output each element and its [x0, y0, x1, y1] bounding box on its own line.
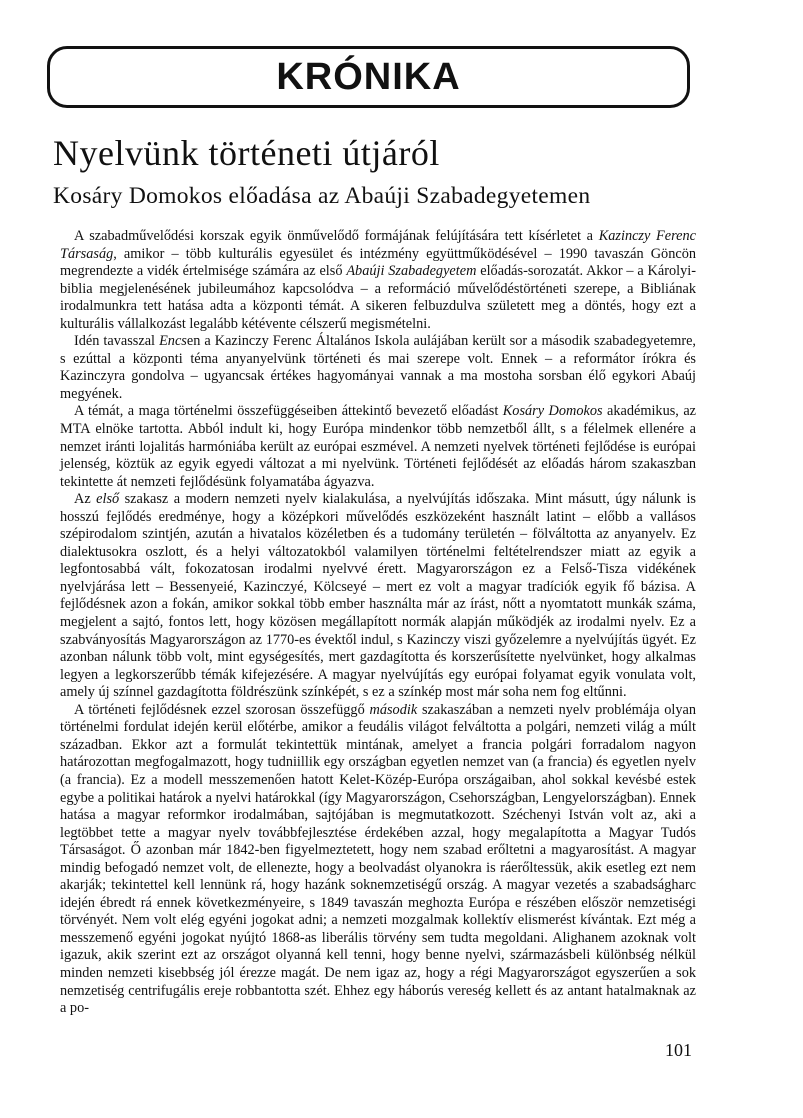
italic-text: Kosáry Domokos — [502, 403, 603, 420]
text-run: A szabadművelődési korszak egyik önművelődő formájának felújítására tett kísérletet a — [74, 228, 599, 244]
section-title: KRÓNIKA — [276, 55, 461, 98]
text-run: en a Kazinczy Ferenc Általános Iskola aulájában került sor a második szabadegyetemre, s ezúttal a központi téma anyanyelvünk történeti és mai szerepe volt. Ennek – a reformátor írókra és Kazinczyra gondolva – ugyancsak értékes hagyományai vannak a ma mostoha sorsban élő egykori Abaúj megyének. — [60, 333, 696, 402]
article-subtitle: Kosáry Domokos előadása az Abaúji Szabadegyetemen — [53, 183, 591, 209]
text-run: szakaszában a nemzeti nyelv problémája olyan történelmi fordulat idején kerül előtérbe, amikor a feudális világot felváltotta a polgári, nemzeti világ a múlt században. Ekkor azt a formulát tekintettük mintának, amelyet a francia polgári forradalom nagyon határozottan megfogalmazott, hogy tudniillik egy országban egyetlen nemzet van (a francia) és egyetlen nyelv (a francia). Ez a modell messzemenően hatott Kelet-Közép-Európa országaiban, ahol sokkal kevésbé estek egybe a politikai határok a nyelvi határokkal (így Magyarországon, Csehországban, Lengyelországban). Ennek hatása a magyar reformkor irodalmában, sajtójában is megmutatkozott. Széchenyi István volt az, aki a legtöbbet tette a magyar nyelv továbbfejlesztése érdekében azzal, hogy megalapította a Magyar Tudós Társaságot. Ő azonban már 1842-ben figyelmeztetett, hogy nem szabad erőltetni a magyarosítást. A magyar mindig befogadó nemzet volt, de ellenezte, hogy a beolvadást olyanokra is ráerőltessük, akik esetleg ezt nem akarják; tekintettel kell lennünk rá, hogy hazánk soknemzetiségű ország. A magyar vezetés a szabadságharc idején ébredt rá ennek következményeire, s 1849 tavaszán meghozta Európa e részében először nemzetiségi törvényét. Nem volt elég egyéni jogokat adni; a nemzeti mozgalmak kollektív elismerést kívántak. Ezt még a messzemenő egyéni jogokat nyújtó 1868-as liberális törvény sem tudta megoldani. Alighanem azoknak volt igazuk, akik szerint ezt az országot olyanná kell tenni, hogy benne nyelvi, származásbeli különbség nélkül minden nemzeti kisebbség jól érezze magát. De nem igaz az, hogy a régi Magyarországot egyszerűen a sok nemzetiség centrifugális ereje robbantotta szét. Ehhez egy háborús vereség kellett és az antant hatalmaknak az a po- — [60, 701, 696, 1017]
article-body — [60, 228, 696, 1018]
text-run: előadás-sorozatát. Akkor – a Károlyi-biblia megjelenésének jubileumához kapcsolódva – a reformáció művelődéstörténeti szerepe, a Bibliának irodalmunkra tett hatása adta a központi témát. A sikeren felbuzdulva született meg a döntés, hogy ezt a kulturális vállalkozást legalább kétévente célszerű megismételni. — [60, 263, 696, 332]
text-run: Idén tavasszal — [74, 333, 160, 350]
article-paragraph — [60, 491, 696, 702]
text-run: szakasz a modern nemzeti nyelv kialakulása, a nyelvújítás időszaka. Mint másutt, úgy nálunk is hosszú fejlődés eredménye, hogy a középkori művelődés eszközeként használt latint – előbb a vallásos szépirodalom szintjén, azután a hivatalos közéletben és a tudomány területén – fölváltotta az anyanyelv. Ez dialektusokra oszlott, és a helyi változatokból valamilyen történelmi feltételrendszer miatt az egyik a legfontosabbá vált, fokozatosan irodalmi nyelvvé érett. Magyarországon ez a Felső-Tisza vidékének nyelvjárása lett – Bessenyeié, Kazinczyé, Kölcseyé – mert ez volt a magyar tradíciók egyik fő bázisa. A fejlődésnek azon a fokán, amikor sokkal több ember használta már az írást, nőtt a nyomtatott munkák száma, megjelent a sajtó, fontos lett, hogy közösen megállapított normák alapján működjék az irodalmi nyelv. Ez a szabványosítás Magyarországon az 1770-es évektől indul, s Kazinczy viszi győzelemre a nyelvújítás ügyét. Ez azonban nálunk több volt, mint egységesítés, mert gazdagította és korszerűsítette nyelvünket, hogy alkalmas legyen a legkorszerűbb témák kifejezésére. A magyar nyelvújítás egy európai folyamat egyik vonulata volt, amely új színnel gazdagította földrészünk színképét, s ez a színkép most már soha nem fog eltűnni. — [60, 491, 697, 701]
italic-text: Encs — [159, 333, 187, 350]
text-run: A témát, a maga történelmi összefüggéseiben áttekintő bevezető előadást — [74, 403, 503, 420]
article-title: Nyelvünk történeti útjáról — [53, 133, 440, 173]
italic-text: első — [96, 491, 120, 508]
italic-text: Kazinczy Ferenc Társaság — [60, 228, 696, 262]
text-run: akadémikus, az MTA elnöke tartotta. Abból indult ki, hogy Európa mindenkor több nemzetből állt, s a félelmek ellenére a nemzet iránti lojalitás harmóniába került az európai eszmével. A nemzeti nyelvek történeti fejlődése is európai jelenség, köztük az egyik egyedi változat a mi nyelvünk. Történeti fejlődését az előadás három szakaszban tekintette át nemzeti fejlődésünk folyamatába ágyazva. — [60, 403, 697, 490]
text-run: , amikor – több kulturális egyesület és intézmény együttműködésével – 1990 tavaszán Göncön megrendezte a vidék értelmisége számára az első — [60, 245, 696, 280]
article-paragraph — [60, 403, 696, 491]
text-run: Az — [74, 491, 97, 508]
italic-text: Abaúji Szabadegyetem — [346, 263, 477, 280]
article-paragraph — [60, 702, 696, 1018]
text-run: A történeti fejlődésnek ezzel szorosan összefüggő — [74, 701, 370, 718]
italic-text: második — [369, 701, 418, 718]
page-number: 101 — [665, 1040, 692, 1060]
article-paragraph — [60, 333, 696, 403]
section-banner — [47, 46, 690, 108]
article-paragraph — [60, 228, 696, 333]
